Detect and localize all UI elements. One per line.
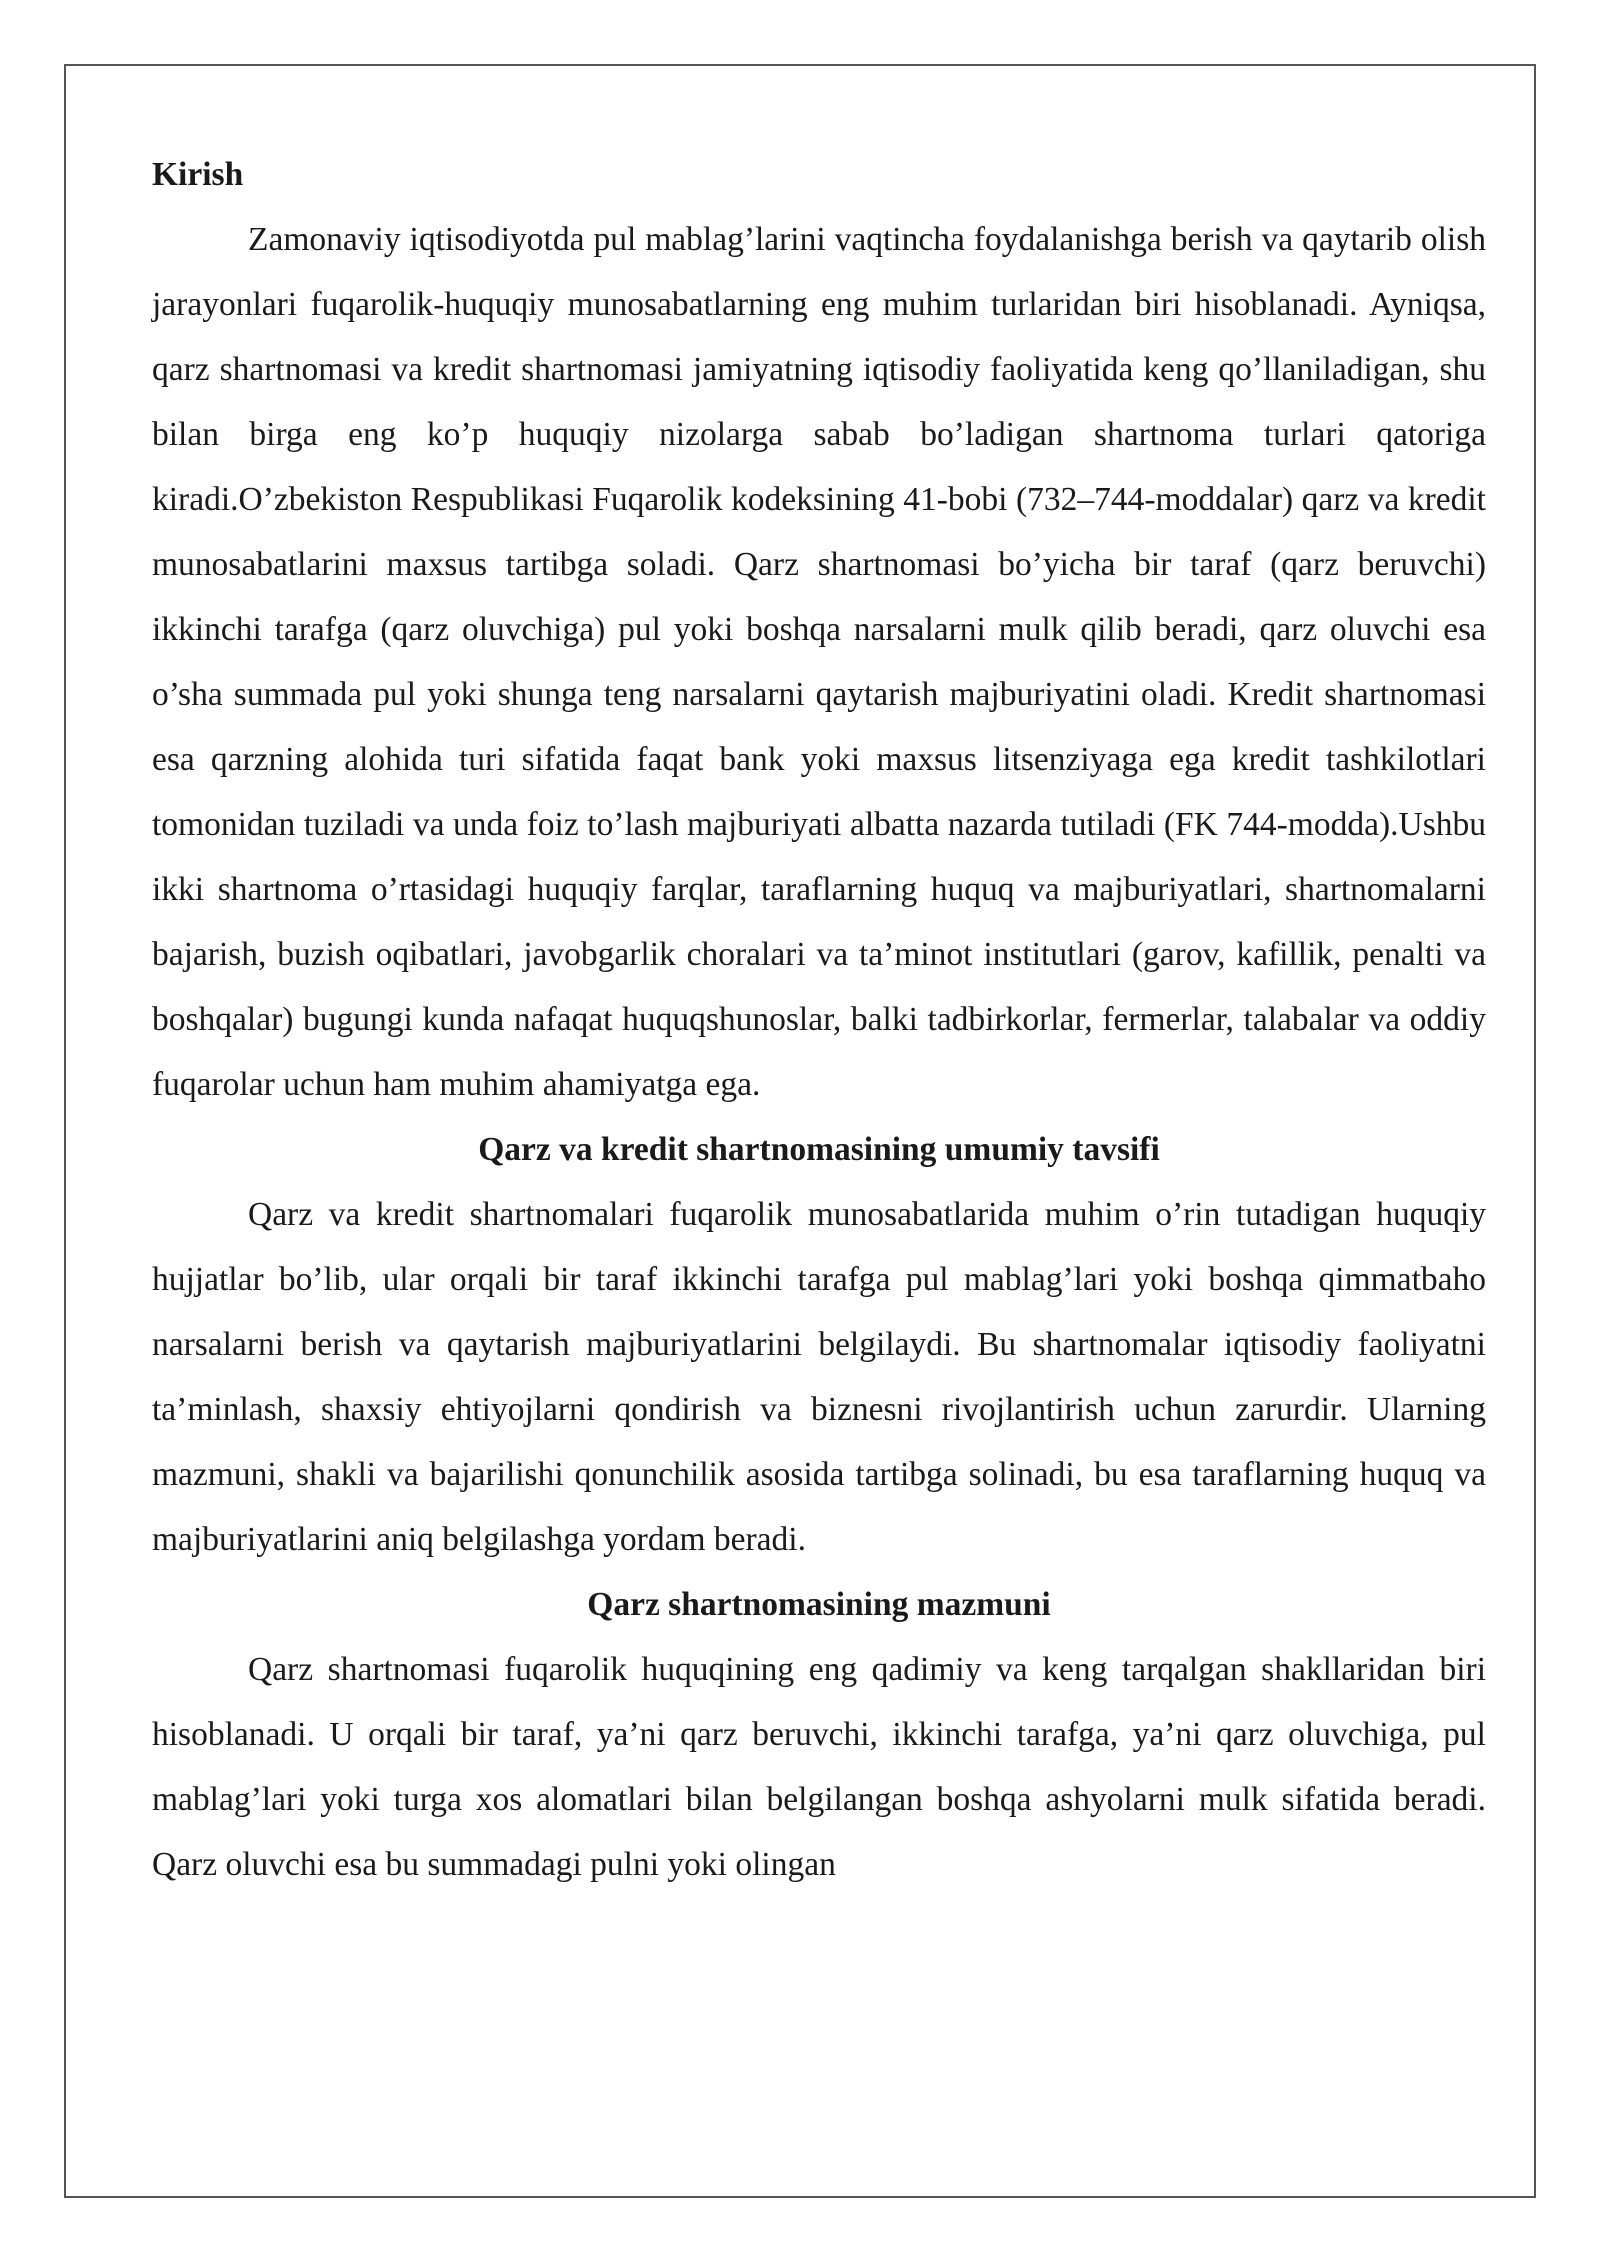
section-title-intro: Kirish (152, 156, 244, 193)
intro-paragraph: Zamonaviy iqtisodiyotda pul mablag’larini vaqtincha foydalanishga berish va qaytarib olish jarayonlari fuqarolik-huquqiy munosabatlarning eng muhim turlaridan biri hisoblanadi. Ayniqsa, qarz shartnomasi va kredit shartnomasi jamiyatning iqtisodiy faoliyatida keng qo’llaniladigan, shu bilan birga eng ko’p huquqiy nizolarga sabab bo’ladigan shartnoma turlari qatoriga kiradi.O’zbekiston Respublikasi Fuqarolik kodeksining 41-bobi (732–744-moddalar) qarz va kredit munosabatlarini maxsus tartibga soladi. Qarz shartnomasi bo’yicha bir taraf (qarz beruvchi) ikkinchi tarafga (qarz oluvchiga) pul yoki boshqa narsalarni mulk qilib beradi, qarz oluvchi esa o’sha summada pul yoki shunga teng narsalarni qaytarish majburiyatini oladi. Kredit shartnomasi esa qarzning alohida turi sifatida faqat bank yoki maxsus litsenziyaga ega kredit tashkilotlari tomonidan tuziladi va unda foiz to’lash majburiyati albatta nazarda tutiladi (FK 744-modda).Ushbu ikki shartnoma o’rtasidagi huquqiy farqlar, taraflarning huquq va majburiyatlari, shartnomalarni bajarish, buzish oqibatlari, javobgarlik choralari va ta’minot institutlari (garov, kafillik, penalti va boshqalar) bugungi kunda nafaqat huquqshunoslar, balki tadbirkorlar, fermerlar, talabalar va oddiy fuqarolar uchun ham muhim ahamiyatga ega. (152, 221, 1486, 1103)
section-title-content: Qarz shartnomasining mazmuni (587, 1586, 1051, 1623)
general-paragraph: Qarz va kredit shartnomalari fuqarolik munosabatlarida muhim o’rin tutadigan huquqiy hujjatlar bo’lib, ular orqali bir taraf ikkinchi tarafga pul mablag’lari yoki boshqa qimmatbaho narsalarni berish va qaytarish majburiyatlarini belgilaydi. Bu shartnomalar iqtisodiy faoliyatni ta’minlash, shaxsiy ehtiyojlarni qondirish va biznesni rivojlantirish uchun zarurdir. Ularning mazmuni, shakli va bajarilishi qonunchilik asosida tartibga solinadi, bu esa taraflarning huquq va majburiyatlarini aniq belgilashga yordam beradi. (152, 1196, 1486, 1558)
document-body (152, 142, 1486, 1897)
section-title-general: Qarz va kredit shartnomasining umumiy tavsifi (478, 1131, 1160, 1168)
content-paragraph: Qarz shartnomasi fuqarolik huquqining eng qadimiy va keng tarqalgan shakllaridan biri hisoblanadi. U orqali bir taraf, ya’ni qarz beruvchi, ikkinchi tarafga, ya’ni qarz oluvchiga, pul mablag’lari yoki turga xos alomatlari bilan belgilangan boshqa ashyolarni mulk sifatida beradi. Qarz oluvchi esa bu summadagi pulni yoki olingan (152, 1651, 1486, 1883)
